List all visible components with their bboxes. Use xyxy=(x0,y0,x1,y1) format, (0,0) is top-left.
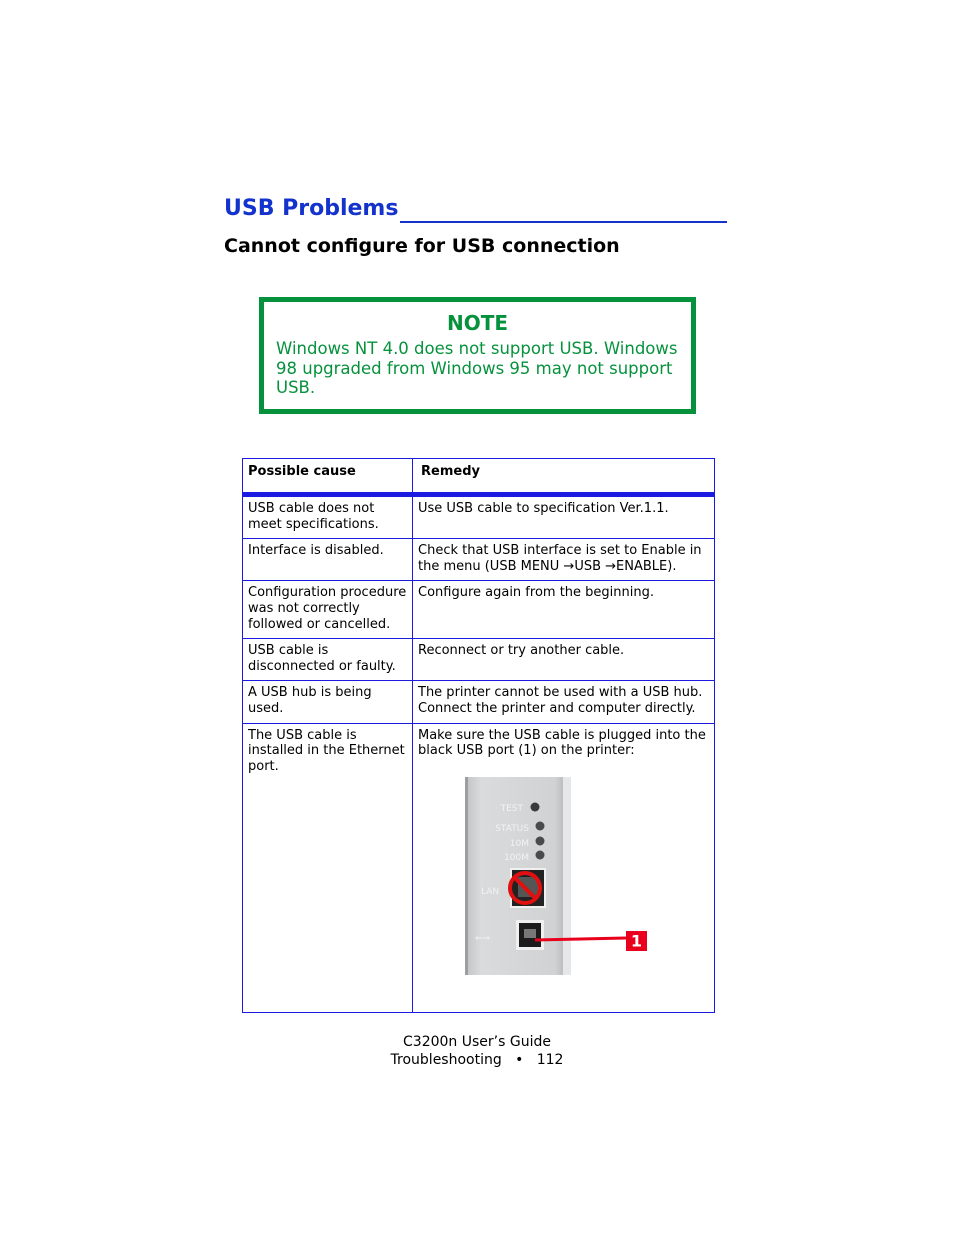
cause-cell: A USB hub is being used. xyxy=(243,681,413,723)
cause-cell: The USB cable is installed in the Ethernet port. xyxy=(243,723,413,1012)
table-row xyxy=(243,495,715,539)
footer-section: Troubleshooting xyxy=(390,1052,502,1068)
page-footer xyxy=(0,1033,954,1069)
section-title xyxy=(224,196,727,221)
remedy-cell: Check that USB interface is set to Enable in the menu (USB MENU →USB →ENABLE). xyxy=(413,539,715,581)
note-text: Windows NT 4.0 does not support USB. Windows 98 upgraded from Windows 95 may not support USB. xyxy=(276,339,678,397)
title-rule xyxy=(400,221,727,223)
cause-cell: Interface is disabled. xyxy=(243,539,413,581)
label-lan: LAN xyxy=(481,887,500,897)
label-10m: 10M xyxy=(509,839,529,849)
table-row xyxy=(243,681,715,723)
remedy-cell: Make sure the USB cable is plugged into the black USB port (1) on the printer: xyxy=(413,723,715,1012)
header-remedy: Remedy xyxy=(413,459,715,495)
remedy-cell: Reconnect or try another cable. xyxy=(413,639,715,681)
table-row xyxy=(243,639,715,681)
callout-number: 1 xyxy=(630,931,643,951)
cause-cell: USB cable is disconnected or faulty. xyxy=(243,639,413,681)
header-cause: Possible cause xyxy=(243,459,413,495)
svg-text:⇐⇒: ⇐⇒ xyxy=(475,934,491,944)
table-header-row xyxy=(243,459,715,495)
label-status: STATUS xyxy=(495,824,529,834)
remedy-cell: Use USB cable to specification Ver.1.1. xyxy=(413,495,715,539)
label-100m: 100M xyxy=(504,853,529,863)
table-row xyxy=(243,581,715,639)
footer-line xyxy=(0,1051,954,1069)
note-box xyxy=(259,297,696,414)
remedy-cell: The printer cannot be used with a USB hub. Connect the printer and computer directly. xyxy=(413,681,715,723)
cause-cell: USB cable does not meet specifications. xyxy=(243,495,413,539)
section-subtitle: Cannot configure for USB connection xyxy=(224,235,620,257)
footer-guide: C3200n User’s Guide xyxy=(403,1034,551,1050)
footer-page-number: 112 xyxy=(536,1052,564,1068)
cause-cell: Configuration procedure was not correctly followed or cancelled. xyxy=(243,581,413,639)
footer-bullet: • xyxy=(515,1052,524,1068)
callout-1 xyxy=(535,931,647,951)
section-title-text: USB Problems xyxy=(224,196,399,221)
label-test: TEST xyxy=(500,804,523,814)
note-title: NOTE xyxy=(446,311,509,335)
remedy-cell: Configure again from the beginning. xyxy=(413,581,715,639)
table-row xyxy=(243,539,715,581)
